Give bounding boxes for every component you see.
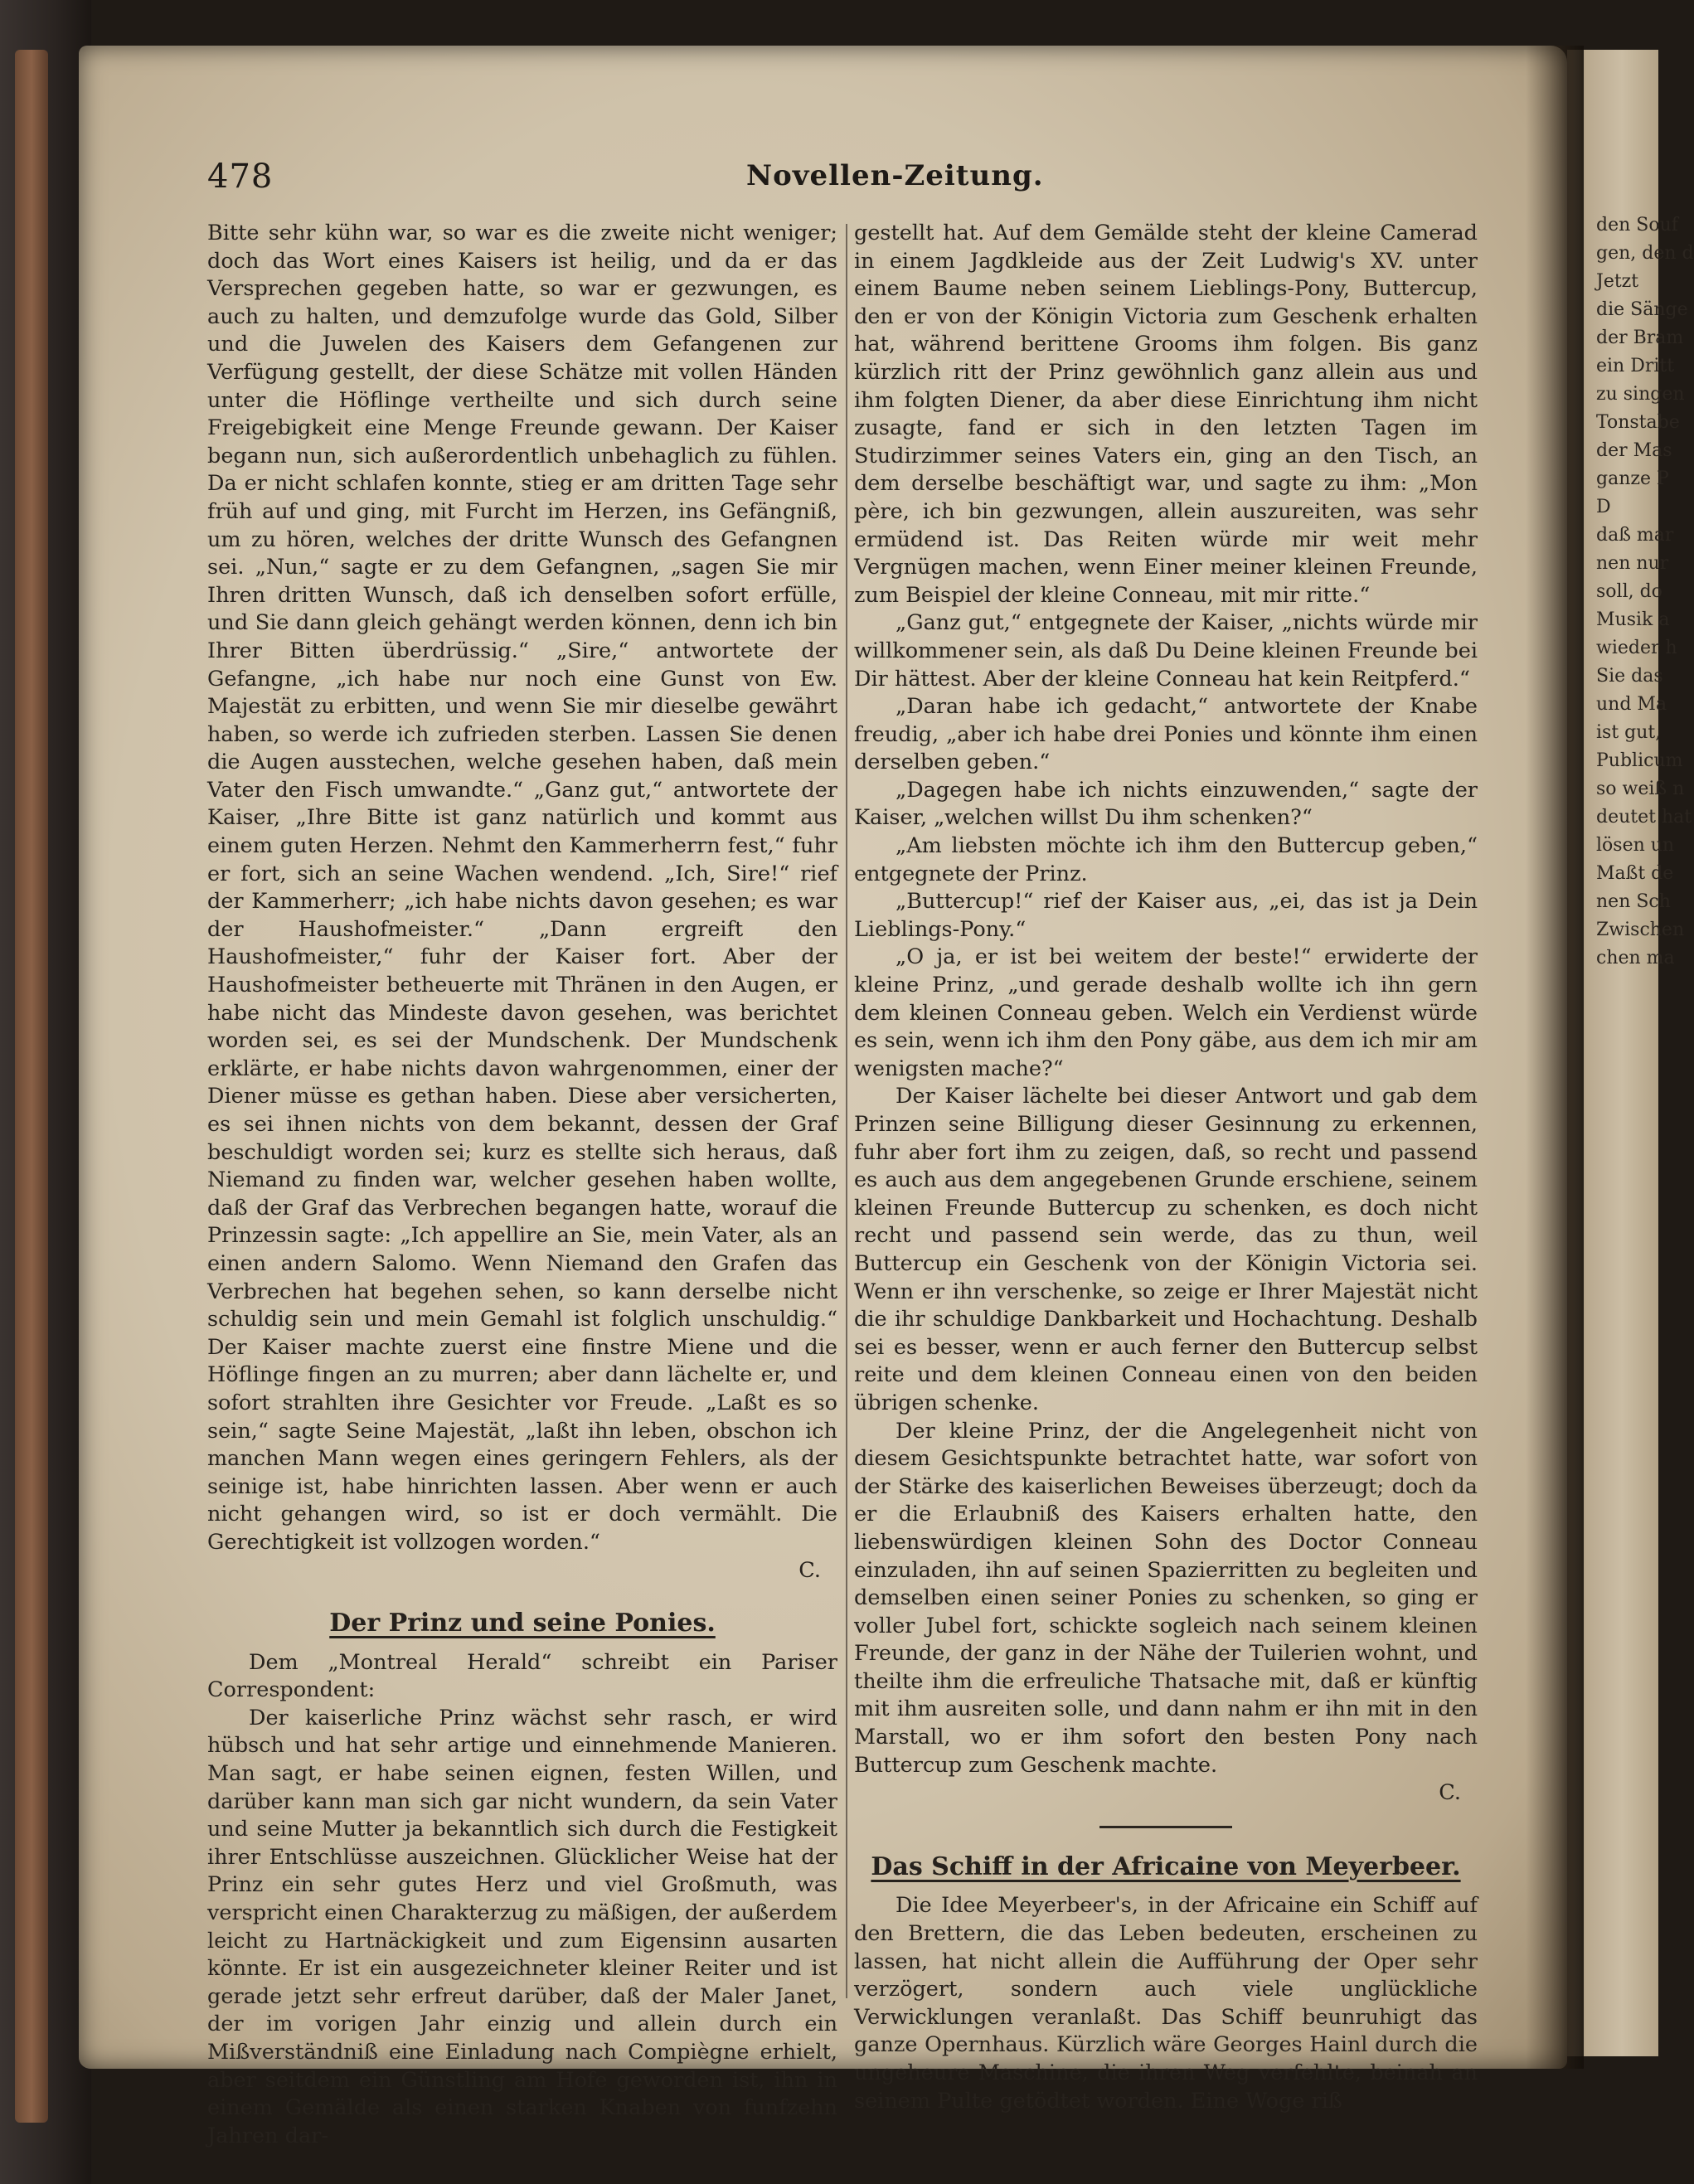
page-gutter-shadow (1526, 46, 1584, 2069)
facing-page-line: die Sänge (1596, 299, 1688, 320)
left-paragraph: Bitte sehr kühn war, so war es die zweite nicht weniger; doch das Wort eines Kaisers ist heilig, und da er das Versprechen gegeben hatte, so war er gezwungen, es auch zu halten, und demzufolge wurde das Gold, Silber und die Juwelen des Kaisers dem Gefangenen zur Verfügung gestellt, der diese Schätze mit vollen Händen unter die Höflinge vertheilte und sich durch seine Freigebigkeit eine Menge Freunde gewann. Der Kaiser begann nun, sich außerordentlich unbehaglich zu fühlen. Da er nicht schlafen konnte, stieg er am dritten Tage sehr früh auf und ging, mit Furcht im Herzen, ins Gefängniß, um zu hören, welches der dritte Wunsch des Gefangnen sei. „Nun,“ sagte er zu dem Gefangnen, „sagen Sie mir Ihren dritten Wunsch, daß ich denselben sofort erfülle, und Sie dann gleich gehängt werden können, denn ich bin Ihrer Bitten überdrüssig.“ „Sire,“ antwortete der Gefangne, „ich habe nur noch eine Gunst von Ew. Majestät zu erbitten, und wenn Sie mir dieselbe gewährt haben, so werde ich zufrieden sterben. Lassen Sie denen die Augen ausstechen, welche gesehen haben, daß mein Vater den Fisch umwandte.“ „Ganz gut,“ antwortete der Kaiser, „Ihre Bitte ist ganz natürlich und kommt aus einem guten Herzen. Nehmt den Kammerherrn fest,“ fuhr er fort, sich an seine Wachen wendend. „Ich, Sire!“ rief der Kammerherr; „ich habe nichts davon gesehen; es war der Haushofmeister.“ „Dann ergreift den Haushofmeister,“ fuhr der Kaiser fort. Aber der Haushofmeister betheuerte mit Thränen in den Augen, er habe nicht das Mindeste davon gesehen, was berichtet worden sei, es sei der Mundschenk. Der Mundschenk erklärte, er habe nichts davon wahrgenommen, einer der Diener müsse es gethan haben. Diese aber versicherten, es sei ihnen nichts von dem bekannt, dessen der Graf beschuldigt worden sei; kurz es stellte sich heraus, daß Niemand zu finden war, welcher gesehen haben wollte, daß der Graf das Verbrechen begangen hatte, worauf die Prinzessin sagte: „Ich appellire an Sie, mein Vater, als an einen andern Salomo. Wenn Niemand den Grafen das Verbrechen hat begehen sehen, so kann derselbe nicht schuldig sein und mein Gemahl ist folglich unschuldig.“ Der Kaiser machte zuerst eine finstre Miene und die Höflinge fingen an zu murren; aber dann lächelte er, und sofort strahlten ihre Gesichter vor Freude. „Laßt es so sein,“ sagte Seine Majestät, „laßt ihn leben, obschon ich manchen Mann wegen eines geringern Fehlers, als der seinige ist, habe hinrichten lassen. Aber wenn er auch nicht gehangen wird, so ist er doch vermählt. Die Gerechtigkeit ist vollzogen worden.“ (207, 221, 837, 1555)
page-number: 478 (207, 158, 274, 196)
facing-page-line: lösen un (1596, 835, 1675, 856)
signature: C. (1439, 1780, 1461, 1806)
facing-page-line: Musik a (1596, 609, 1670, 630)
right-column (854, 220, 1478, 2115)
facing-page-line: soll, do (1596, 581, 1662, 602)
facing-page-line: ganze P (1596, 468, 1669, 489)
facing-page-line: nen nur (1596, 553, 1669, 574)
facing-page-line: gen, den d (1596, 243, 1694, 264)
facing-page-line: Jetzt (1596, 271, 1639, 292)
facing-page-line: daß mar (1596, 525, 1674, 546)
facing-page-line: der Mas (1596, 440, 1672, 461)
facing-page-line: und Ma (1596, 694, 1667, 715)
section-heading: Der Prinz und seine Ponies. (329, 1609, 716, 1638)
running-title: Novellen-Zeitung. (746, 159, 1044, 192)
cover-edge (15, 50, 48, 2123)
right-paragraph: „Buttercup!“ rief der Kaiser aus, „ei, das ist ja Dein Lieblings-Pony.“ (854, 889, 1478, 942)
left-paragraph: Dem „Montreal Herald“ schreibt ein Pariser Correspondent: (207, 1649, 837, 1703)
facing-page-line: chen ma (1596, 948, 1675, 968)
facing-page-line: ein Dritt (1596, 356, 1675, 376)
facing-page-line: Sie das (1596, 666, 1663, 687)
facing-page-line: deutet hat (1596, 807, 1692, 827)
right-paragraph: „Ganz gut,“ entgegnete der Kaiser, „nichts würde mir willkommener sein, als daß Du Deine kleinen Freunde bei Dir hättest. Aber der kleine Conneau hat kein Reitpferd.“ (854, 610, 1478, 692)
facing-page-line: Publicum (1596, 750, 1683, 771)
facing-page-line: Maßt de (1596, 863, 1674, 884)
facing-page-line: nen Sch (1596, 891, 1671, 912)
right-paragraph: gestellt hat. Auf dem Gemälde steht der kleine Camerad in einem Jagdkleide aus der Zeit Ludwig's XV. unter einem Baume neben seinem Lieblings-Pony, Buttercup, den er von der Königin Victoria zum Geschenk erhalten hat, während berittene Grooms ihm folgen. Bis ganz kürzlich ritt der Prinz gewöhnlich ganz allein aus und ihm folgten Diener, da aber diese Einrichtung ihm nicht zusagte, fand er sich in den letzten Tagen im Studirzimmer seines Vaters ein, ging an den Tisch, an dem derselbe beschäftigt war, und sagte zu ihm: „Mon père, ich bin gezwungen, allein auszureiten, was sehr ermüdend ist. Das Reiten würde mir weit mehr Vergnügen machen, wenn Einer meiner kleinen Freunde, zum Beispiel der kleine Conneau, mit mir ritte.“ (854, 221, 1478, 608)
facing-page-line: zu singen (1596, 384, 1685, 405)
left-paragraph: Der kaiserliche Prinz wächst sehr rasch, er wird hübsch und hat sehr artige und einnehmende Manieren. Man sagt, er habe seinen eignen, festen Willen, und darüber kann man sich gar nicht wundern, da sein Vater und seine Mutter ja bekanntlich sich durch die Festigkeit ihrer Entschlüsse auszeichnen. Glücklicher Weise hat der Prinz ein sehr gutes Herz und viel Großmuth, was verspricht einen Charakterzug zu mäßigen, der außerdem leicht zu Hartnäckigkeit und zum Eigensinn ausarten könnte. Er ist ein ausgezeichneter kleiner Reiter und ist gerade jetzt sehr erfreut darüber, daß der Maler Janet, der im vorigen Jahr einzig und allein durch ein Mißverständniß eine Einladung nach Compiègne erhielt, aber seitdem ein Günstling am Hofe geworden ist, ihn in einem Gemälde als einen starken Knaben von funfzehn Jahren dar- (207, 1705, 837, 2148)
book-cover (0, 0, 91, 2184)
facing-page-line: Tonstabe (1596, 412, 1680, 433)
column-divider (846, 224, 847, 1998)
section-rule (1099, 1826, 1232, 1828)
facing-page-line: den Souf (1596, 215, 1678, 235)
right-paragraph: „Am liebsten möchte ich ihm den Buttercup geben,“ entgegnete der Prinz. (854, 833, 1478, 886)
right-paragraph: Der Kaiser lächelte bei dieser Antwort und gab dem Prinzen seine Billigung dieser Gesinnung zu erkennen, fuhr aber fort ihm zu zeigen, daß, so recht und passend es auch aus dem angegebenen Grunde erschiene, seinem kleinen Freunde Buttercup zu schenken, es doch nicht recht und passend sein werde, das zu thun, weil Buttercup ein Geschenk von der Königin Victoria sei. Wenn er ihn verschenke, so zeige er Ihrer Majestät nicht die ihr schuldige Dankbarkeit und Hochachtung. Deshalb sei es besser, wenn er auch ferner den Buttercup selbst reite und dem kleinen Conneau einen von den beiden übrigen schenke. (854, 1084, 1478, 1415)
facing-page-line: Zwischen (1596, 920, 1685, 940)
page-header (207, 158, 1509, 207)
signature: C. (798, 1557, 821, 1583)
facing-page-line: wieder h (1596, 638, 1677, 658)
section-heading: Das Schiff in der Africaine von Meyerbeer. (871, 1852, 1461, 1881)
facing-page-line: der Bram (1596, 328, 1684, 348)
right-paragraph: „O ja, er ist bei weitem der beste!“ erwiderte der kleine Prinz, „und gerade deshalb wollte ich ihn gern dem kleinen Conneau geben. Welch ein Verdienst würde es sein, wenn ich ihm den Pony gäbe, aus dem ich mir am wenigsten mache?“ (854, 944, 1478, 1081)
facing-page-line: ist gut, (1596, 722, 1662, 743)
right-paragraph: „Daran habe ich gedacht,“ antwortete der Knabe freudig, „aber ich habe drei Ponies und könnte ihm einen derselben geben.“ (854, 694, 1478, 775)
facing-page-line: D (1596, 497, 1611, 517)
right-paragraph: „Dagegen habe ich nichts einzuwenden,“ sagte der Kaiser, „welchen willst Du ihm schenken?“ (854, 777, 1478, 831)
right-paragraph: Der kleine Prinz, der die Angelegenheit nicht von diesem Gesichtspunkte betrachtet hatte, war sofort von der Stärke des kaiserlichen Beweises überzeugt; doch da er die Erlaubniß des Kaisers erhalten hatte, den liebenswürdigen kleinen Sohn des Doctor Conneau einzuladen, ihn auf seinen Spazierritten zu begleiten und demselben einen seiner Ponies zu schenken, so ging er voller Jubel fort, schickte sogleich nach seinem kleinen Freunde, der ganz in der Nähe der Tuilerien wohnt, und theilte ihm die erfreuliche Thatsache mit, daß er künftig mit ihm ausreiten solle, und dann nahm er ihn mit in den Marstall, wo er ihm sofort den besten Pony nach Buttercup zum Geschenk machte. (854, 1418, 1478, 1778)
left-column (207, 220, 837, 2150)
right-paragraph: Die Idee Meyerbeer's, in der Africaine ein Schiff auf den Brettern, die das Leben bedeuten, erscheinen zu lassen, hat nicht allein die Aufführung der Oper sehr verzögert, sondern auch viele unglückliche Verwicklungen veranlaßt. Das Schiff beunruhigt das ganze Opernhaus. Kürzlich wäre Georges Hainl durch die ungeheure Maschine, die ihren Weg verfehlte, beinah an seinem Pulte getödtet worden. Eine Woge riß (854, 1893, 1478, 2114)
facing-page-line: so weiß n (1596, 779, 1685, 799)
facing-page-text (1596, 211, 1694, 973)
